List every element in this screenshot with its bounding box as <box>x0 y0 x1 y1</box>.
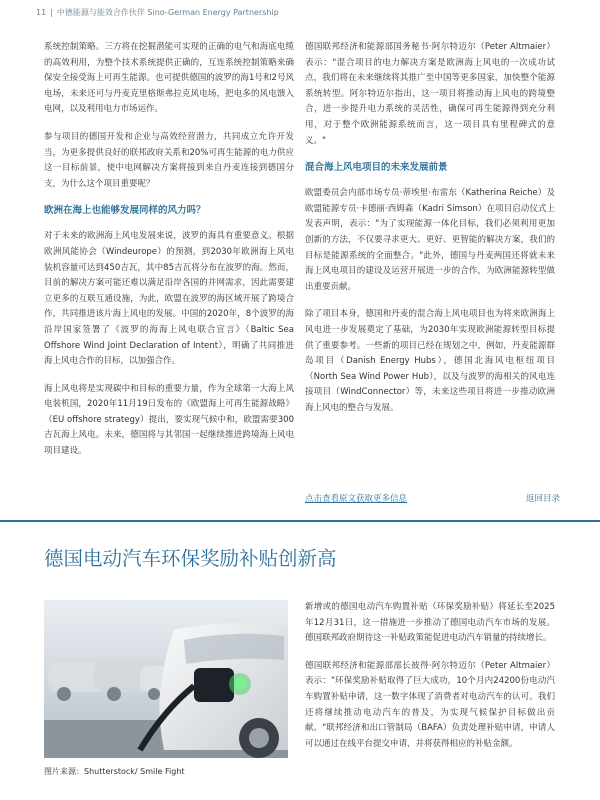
ev-charging-illustration <box>44 600 288 758</box>
image-caption: 图片来源：Shutterstock/ Smile Fight <box>44 767 185 776</box>
article1-left-paragraph-1: 系统控制策略。三方将在挖掘潜能可实现的正确的电气和海底电缆的高效利用，为整个技术系统提供正确的，互连系统控制策略来确保安全接受海上可再生能源。也可提供德国的波罗的海1号和2号风电场，未来还可与丹麦克里格斯弗拉克风电场，把电多的风电馈入电网，以及利用电力市场运作。 <box>44 42 294 115</box>
page-header <box>0 0 600 24</box>
article2-title: 德国电动汽车环保奖励补贴创新高 <box>44 547 337 570</box>
ev-charging-photo <box>44 600 288 758</box>
article1-left-paragraph-2: 参与项目的德国开发和企业与高效经营潜力，共同成立允许开发当，为更多提供良好的联邦政府关系和20%可再生能源的电力供应这一目标前景，使中电网解决方案将接到来自丹麦连接到德国分支，为什么这个项目重要呢？ <box>44 131 294 189</box>
article1-right-column <box>305 40 555 428</box>
article1-links <box>305 492 560 504</box>
header-separator: | <box>50 7 53 17</box>
article1-left-column <box>44 40 294 472</box>
article2-paragraph-2: 德国联邦经济和能源部部长彼得·阿尔特迈尔（Peter Altmaier）表示："环保奖励补贴取得了巨大成功，10个月内24200份电动汽车购置补贴申请，这一数字体现了消费者对电动汽车的认可。我们还将继续推动电动汽车的普及，为实现气候保护目标做出贡献。"联邦经济和出口管制局（BAFA）负责处理补贴申请，申请人可以通过在线平台提交申请，并将获得相应的补贴金额。 <box>305 660 555 749</box>
article1-right-paragraph-1: 德国联邦经济和能源部国务秘书·阿尔特迈尔（Peter Altmaier）表示："混合项目的电力解决方案是欧洲海上风电的一次成功试点，我们将在未来继续将其推广至中国等更多国家，加快整个能源系统转型。阿尔特迈尔指出，这一项目将推动海上风电的跨境整合，进一步提升电力系统的灵活性，确保可再生能源得到充分利用，对于整个欧洲能源系统而言，这一项目具有里程碑式的意义。" <box>305 42 555 146</box>
article2-paragraph-1: 新增或的德国电动汽车购置补贴（环保奖励补贴）将延长至2025年12月31日，这一措施进一步推动了德国电动汽车市场的发展。德国联邦政府期待这一补贴政策能促进电动汽车销量的持续增长。 <box>305 602 555 644</box>
section-divider <box>0 520 600 522</box>
article1-left-paragraph-4: 海上风电将是实现碳中和目标的重要力量，作为全球第一大海上风电装机国，2020年11月19日发布的《欧盟海上可再生能源战略》（EU offshore strategy）提出，要实现气候中和，欧盟需要300吉瓦海上风电。未来，德国将与其邻国一起继续推进跨境海上风电项目建设。 <box>44 383 294 457</box>
article1-left-paragraph-3: 对于未来的欧洲海上风电发展来说，波罗的海具有重要意义。根据欧洲风能协会（Windeurope）的预测，到2030年欧洲海上风电装机容量可达到450吉瓦，其中85吉瓦将分布在波罗的海。然而，目前的解决方案可能还难以满足沿岸各国的并网需求，因此需要建立更多的互联互通设施，为此，欧盟在波罗的海区域开展了跨境合作，共同推进该片海上风电的发展。中国的2020年，8个波罗的海沿岸国家签署了《波罗的海海上风电联合宣言》（Baltic Sea Offshore Wind Joint Declaration of Intent），明确了共同推进海上风电合作的目标，以加强合作。 <box>44 231 294 367</box>
read-more-link[interactable]: 点击查看原文获取更多信息 <box>305 494 408 504</box>
publication-title: 中德能源与能效合作伙伴 Sino-German Energy Partnership <box>56 7 279 17</box>
article1-left-heading: 欧洲在海上也能够发展同样的风力吗？ <box>44 205 206 217</box>
article1-right-paragraph-3: 除了项目本身，德国和丹麦的混合海上风电项目也为将来欧洲海上风电进一步发展奠定了基础，为2030年实现欧洲能源转型目标提供了重要参考。一些新的项目已经在规划之中，例如，丹麦能源群岛项目（Danish Energy Hubs），德国北海风电枢纽项目（North Sea Wind Power Hub），以及与波罗的海相关的风电连接项目（WindConnector）等，未来这些项目将进一步推动欧洲海上风电的整合与发展。 <box>305 309 555 413</box>
article1-right-paragraph-2: 欧盟委员会内部市场专员·蒂埃里·布雷东（Katherina Reiche）及欧盟能源专员·卡德丽·西姆森（Kadri Simson）在项目启动仪式上发表声明，表示："为了实现能源一体化目标，我们必须利用更加创新的方法，不仅要寻求更大、更好、更智能的解决方案，我们的目标是能源系统的全面整合。"此外，德国与丹麦两国还将就未来海上风电项目的建设及运营开展进一步的合作，为欧洲能源转型做出重要贡献。 <box>305 188 555 292</box>
page-number: 11 <box>36 7 47 17</box>
article2-text-column <box>305 600 555 764</box>
article1-right-heading: 混合海上风电项目的未来发展前景 <box>305 162 448 174</box>
back-to-contents-link[interactable]: 返回目录 <box>525 494 560 504</box>
